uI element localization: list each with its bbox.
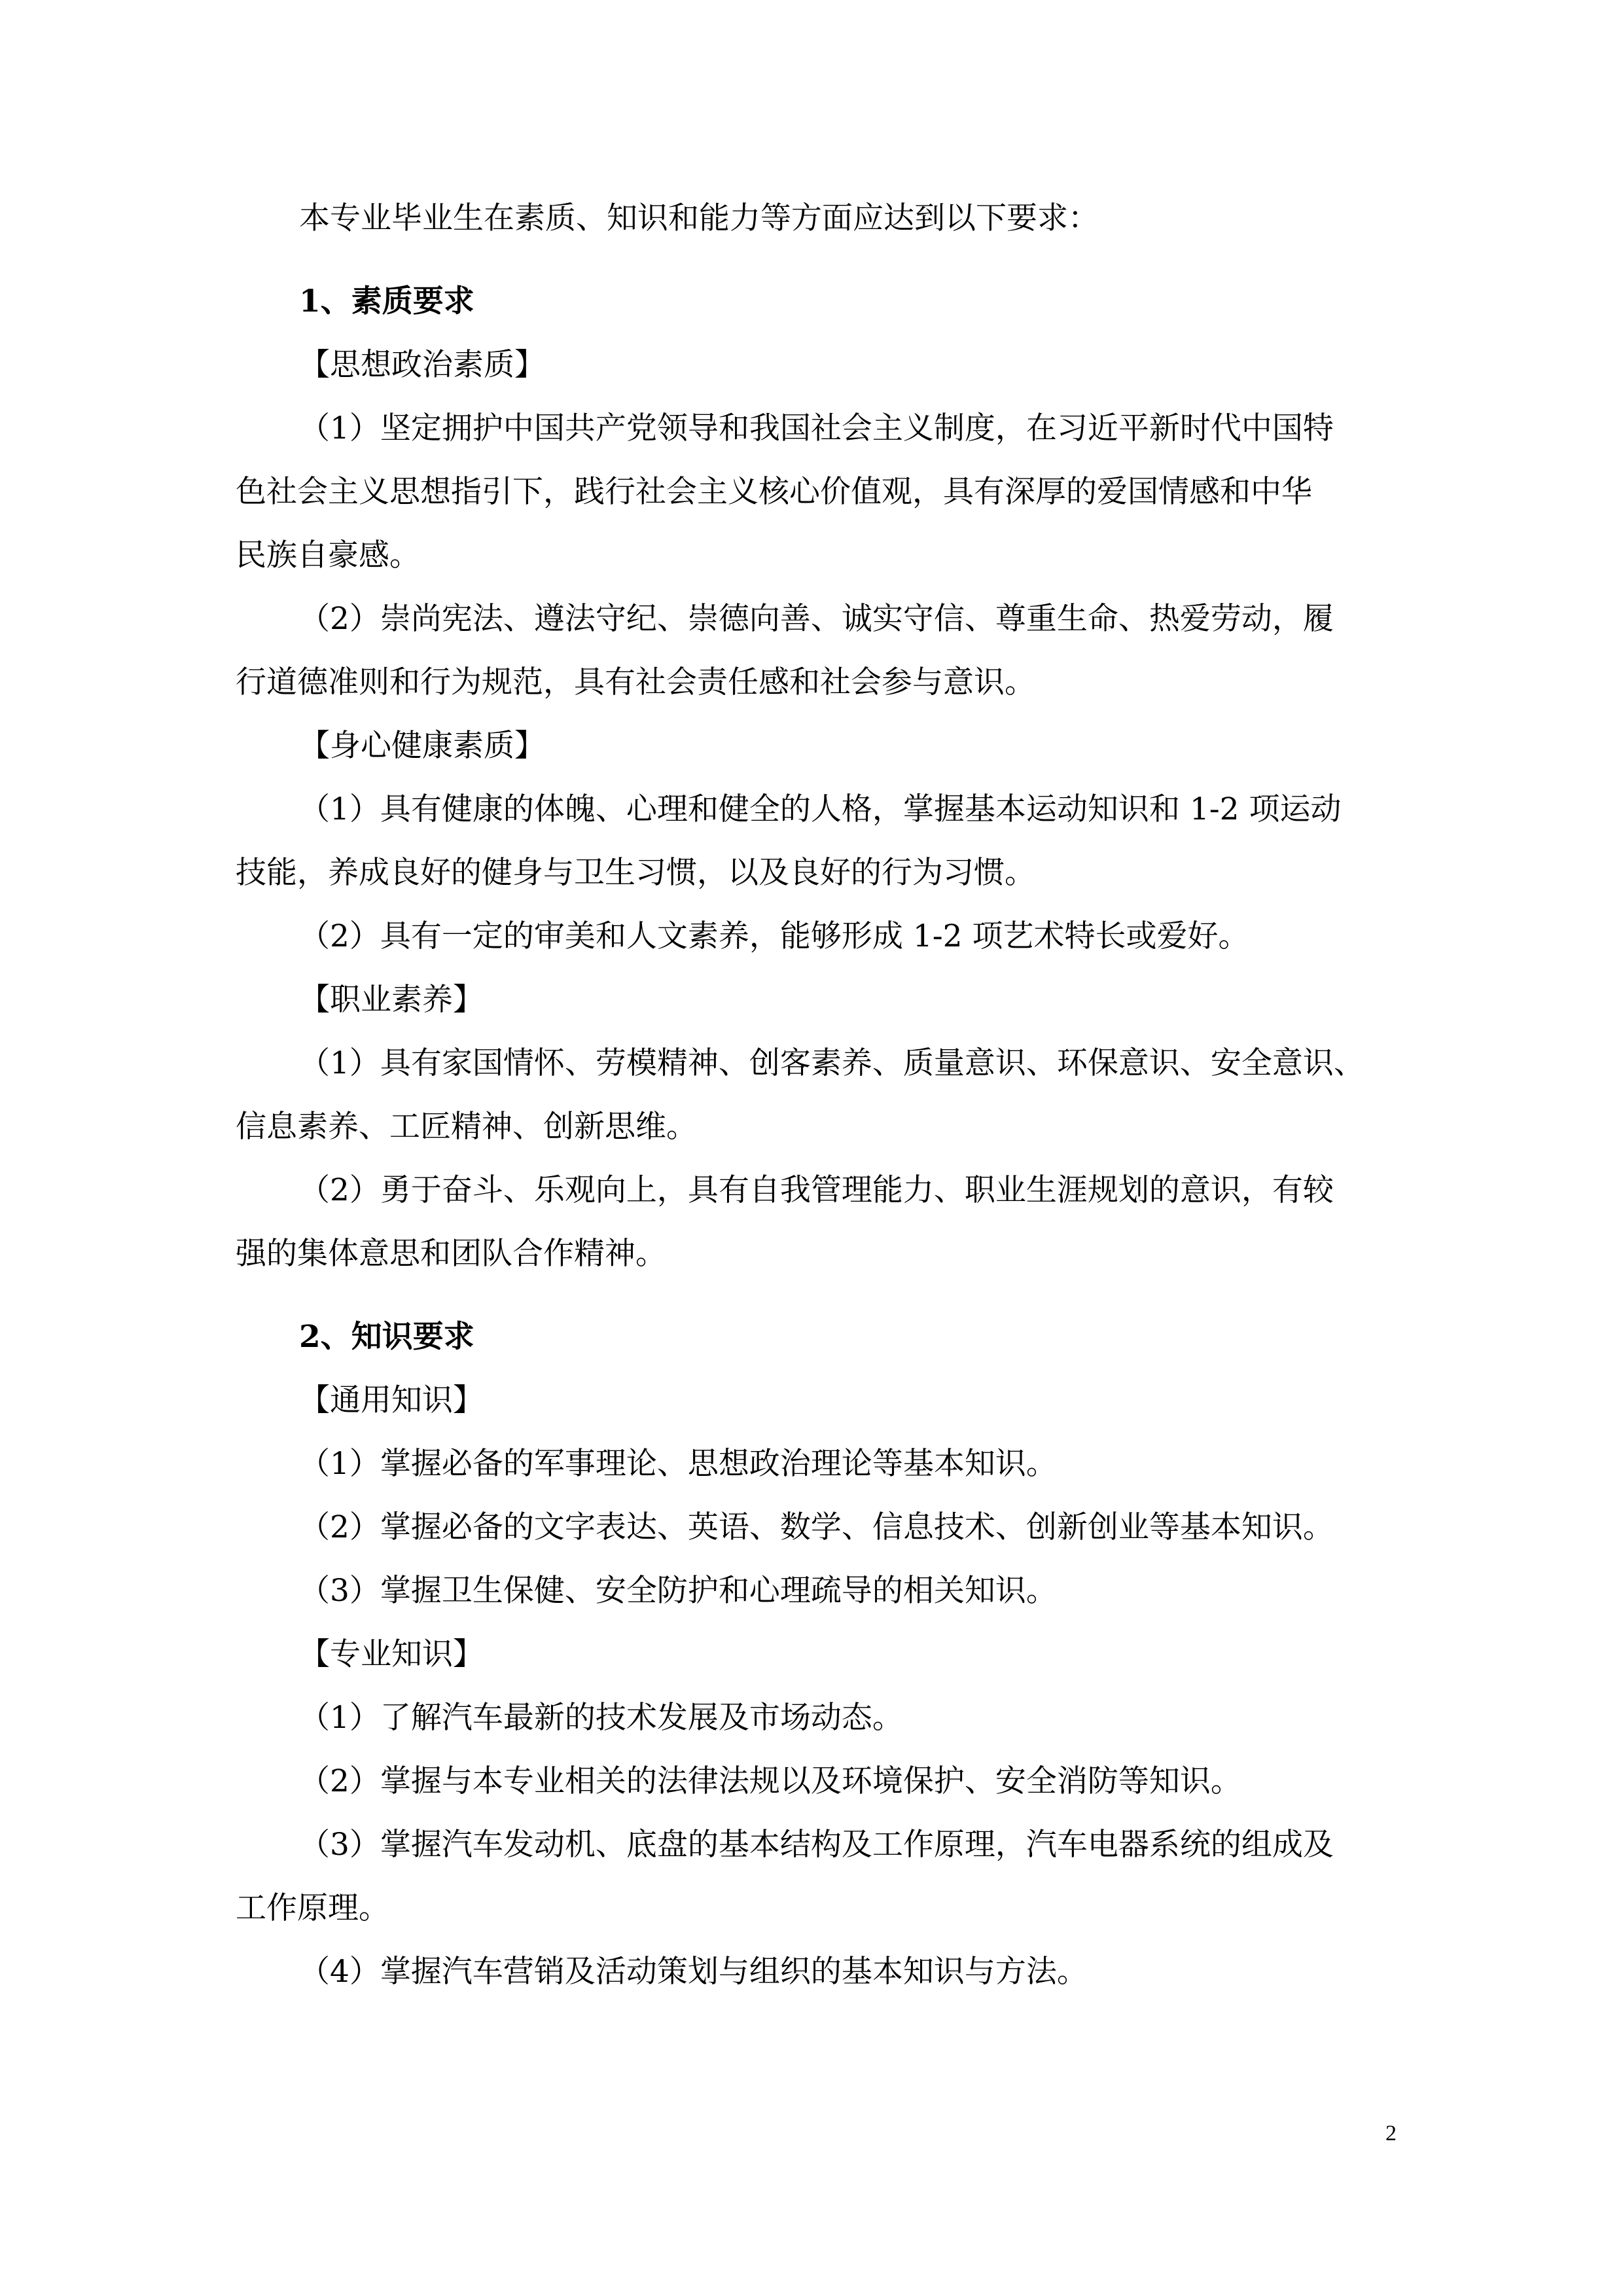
- section-heading-knowledge: 2、知识要求: [299, 1319, 474, 1355]
- subheading-professional: 【职业素养】: [299, 982, 484, 1018]
- ideology-item-2-line-2: 行道德准则和行为规范，具有社会责任感和社会参与意识。: [236, 664, 1035, 700]
- intro-paragraph: 本专业毕业生在素质、知识和能力等方面应达到以下要求：: [299, 200, 1099, 236]
- ideology-item-1-line-3: 民族自豪感。: [236, 537, 420, 573]
- specialized-item-3-line-1: （3）掌握汽车发动机、底盘的基本结构及工作原理，汽车电器系统的组成及: [299, 1827, 1334, 1863]
- professional-item-1-line-1: （1）具有家国情怀、劳模精神、创客素养、质量意识、环保意识、安全意识、: [299, 1045, 1364, 1081]
- specialized-item-4: （4）掌握汽车营销及活动策划与组织的基本知识与方法。: [299, 1954, 1088, 1990]
- ideology-item-2-line-1: （2）崇尚宪法、遵法守纪、崇德向善、诚实守信、尊重生命、热爱劳动，履: [299, 601, 1334, 637]
- specialized-item-3-line-2: 工作原理。: [236, 1890, 389, 1926]
- subheading-specialized-knowledge: 【专业知识】: [299, 1636, 484, 1672]
- subheading-ideology: 【思想政治素质】: [299, 347, 545, 383]
- page-number: 2: [1385, 2121, 1397, 2145]
- professional-item-1-line-2: 信息素养、工匠精神、创新思维。: [236, 1109, 697, 1145]
- subheading-general-knowledge: 【通用知识】: [299, 1382, 484, 1418]
- professional-item-2-line-2: 强的集体意思和团队合作精神。: [236, 1236, 666, 1272]
- health-item-2: （2）具有一定的审美和人文素养，能够形成 1-2 项艺术特长或爱好。: [299, 918, 1249, 954]
- specialized-item-1: （1）了解汽车最新的技术发展及市场动态。: [299, 1700, 903, 1736]
- ideology-item-1-line-1: （1）坚定拥护中国共产党领导和我国社会主义制度，在习近平新时代中国特: [299, 410, 1334, 446]
- health-item-1-line-1: （1）具有健康的体魄、心理和健全的人格，掌握基本运动知识和 1-2 项运动: [299, 791, 1342, 827]
- health-item-1-line-2: 技能，养成良好的健身与卫生习惯，以及良好的行为习惯。: [236, 855, 1035, 891]
- general-item-3: （3）掌握卫生保健、安全防护和心理疏导的相关知识。: [299, 1573, 1057, 1609]
- section-heading-quality: 1、素质要求: [299, 283, 474, 319]
- general-item-2: （2）掌握必备的文字表达、英语、数学、信息技术、创新创业等基本知识。: [299, 1509, 1334, 1545]
- professional-item-2-line-1: （2）勇于奋斗、乐观向上，具有自我管理能力、职业生涯规划的意识，有较: [299, 1172, 1334, 1208]
- ideology-item-1-line-2: 色社会主义思想指引下，践行社会主义核心价值观，具有深厚的爱国情感和中华: [236, 474, 1312, 510]
- specialized-item-2: （2）掌握与本专业相关的法律法规以及环境保护、安全消防等知识。: [299, 1763, 1241, 1799]
- subheading-health: 【身心健康素质】: [299, 728, 545, 764]
- general-item-1: （1）掌握必备的军事理论、思想政治理论等基本知识。: [299, 1446, 1057, 1482]
